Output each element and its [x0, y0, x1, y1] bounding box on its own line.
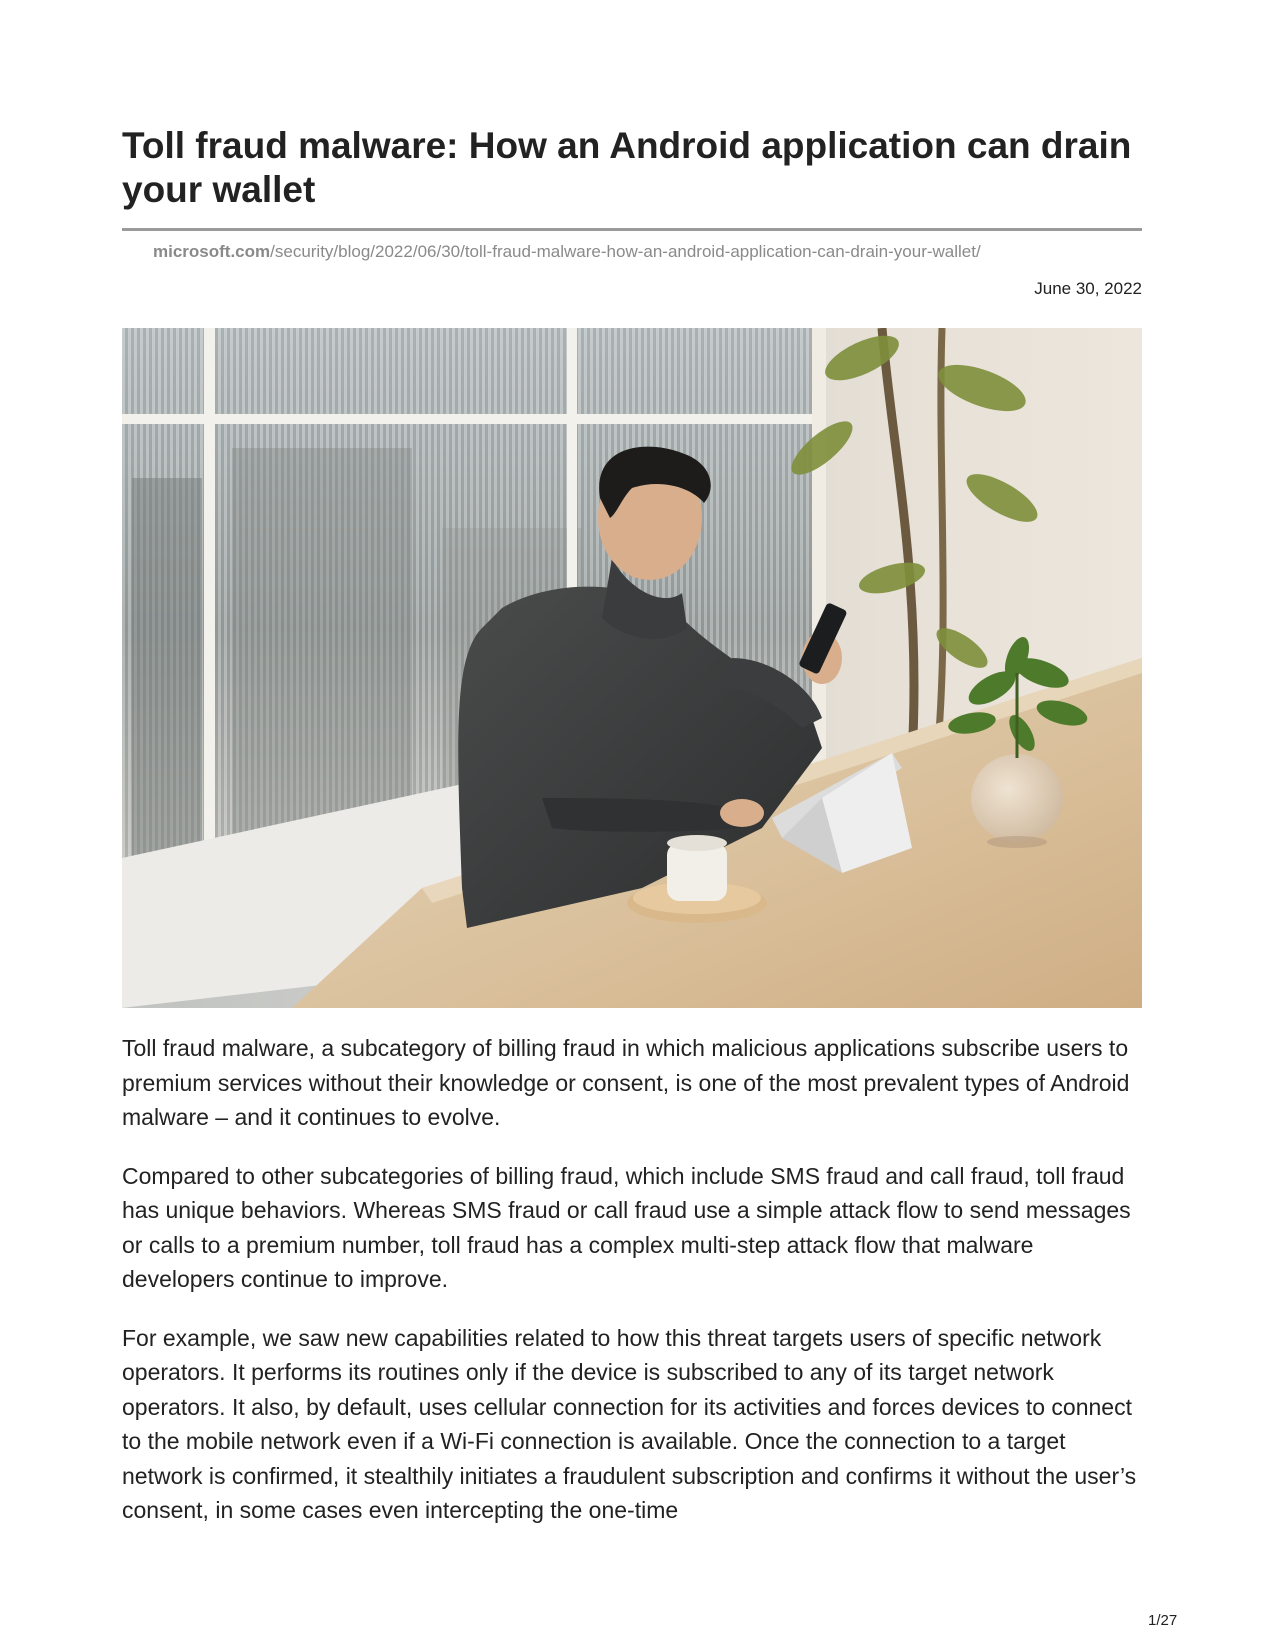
hero-photo [122, 328, 1142, 1008]
hero-photo-illustration [122, 328, 1142, 1008]
paragraph: For example, we saw new capabilities related to how this threat targets users of specific network operators. It performs its routines only if the device is subscribed to any of its target network operators. It also, by default, uses cellular connection for its activities and forces devices to connect to the mobile network even if a Wi-Fi connection is available. Once the connection to a target network is confirmed, it stealthily initiates a fraudulent subscription and confirms it without the user’s consent, in some cases even intercepting the one-time [122, 1324, 1137, 1523]
paragraph: Compared to other subcategories of billing fraud, which include SMS fraud and call fraud, toll fraud has unique behaviors. Whereas SMS fraud or call fraud use a simple attack flow to send messages or calls to a premium number, toll fraud has a complex multi-step attack flow that malware developers continue to improve. [122, 1162, 1131, 1292]
title-divider [122, 228, 1142, 231]
source-url[interactable] [153, 241, 981, 263]
publish-date: June 30, 2022 [1034, 279, 1142, 298]
source-path: /security/blog/2022/06/30/toll-fraud-malware-how-an-android-application-can-drain-your-wallet/ [270, 242, 981, 261]
article-title: Toll fraud malware: How an Android application can drain your wallet [122, 125, 1132, 210]
source-domain: microsoft.com [153, 242, 271, 261]
page-number: 1/27 [1148, 1612, 1178, 1629]
article-body [122, 1031, 1142, 1552]
paragraph: Toll fraud malware, a subcategory of billing fraud in which malicious applications subscribe users to premium services without their knowledge or consent, is one of the most prevalent types of Android malware – and it continues to evolve. [122, 1035, 1130, 1130]
